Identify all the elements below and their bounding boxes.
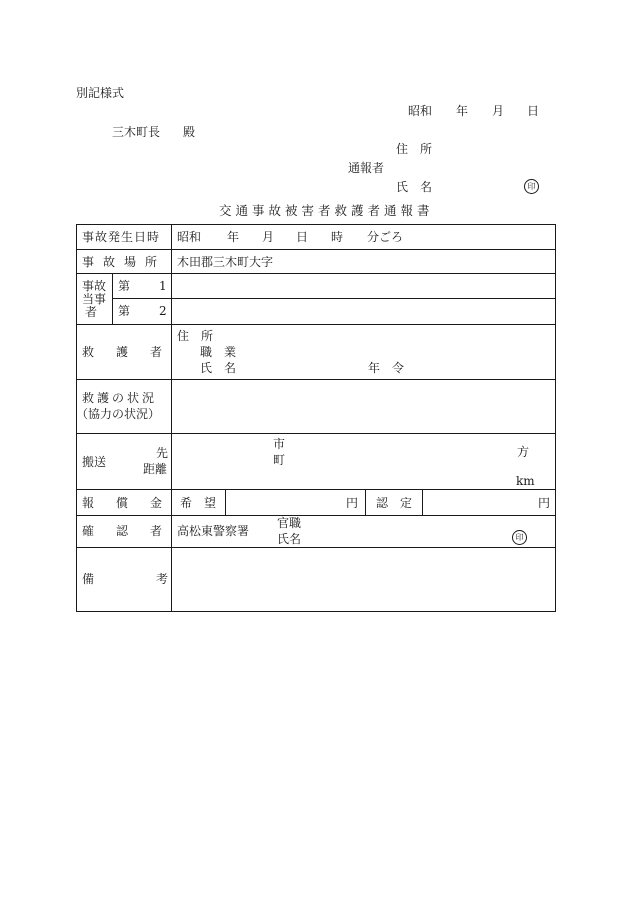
date-day: 日 <box>527 104 540 118</box>
rescuer-name: 氏 名 <box>200 361 237 375</box>
rule-row2 <box>76 273 556 274</box>
datetime-year: 年 <box>227 230 240 244</box>
rule-row1 <box>76 249 556 250</box>
rescuer-label: 救護者 <box>82 345 185 359</box>
reporter-address-label: 住 所 <box>396 142 433 156</box>
transport-label: 搬送 <box>82 455 107 469</box>
datetime-minute: 分ごろ <box>367 230 404 244</box>
party-second-label: 第 <box>118 304 131 318</box>
rule-row5 <box>76 379 556 380</box>
transport-town: 町 <box>273 453 286 467</box>
parties-label-line1: 事故 <box>82 279 107 293</box>
place-value: 木田郡三木町大字 <box>177 255 274 269</box>
datetime-hour: 時 <box>331 230 344 244</box>
rescuer-age: 年 令 <box>368 361 405 375</box>
reporter-name-label: 氏 名 <box>396 180 433 194</box>
reward-approval: 認 定 <box>376 496 413 510</box>
reporter-role: 通報者 <box>348 161 385 175</box>
reward-label: 報償金 <box>82 496 185 510</box>
datetime-month: 月 <box>262 230 275 244</box>
date-month: 月 <box>492 104 505 118</box>
situation-label-line1: 救護の状況 <box>82 391 158 405</box>
reward-request: 希 望 <box>180 496 217 510</box>
rule-reward-c <box>422 489 423 515</box>
confirmer-station: 高松東警察署 <box>177 524 250 538</box>
confirmer-seal-icon: 印 <box>512 530 527 545</box>
rule-row6 <box>76 433 556 434</box>
remarks-label: 備考 <box>82 572 231 586</box>
date-year: 年 <box>456 104 469 118</box>
transport-city: 市 <box>273 437 286 451</box>
rule-reward-b <box>365 489 366 515</box>
rescuer-occupation: 職 業 <box>200 345 237 359</box>
confirmer-label: 確認者 <box>82 524 185 538</box>
rule-row4 <box>76 324 556 325</box>
party-first-num: 1 <box>159 279 167 293</box>
parties-label-line3: 者 <box>85 305 98 319</box>
addressee-honorific: 殿 <box>183 125 196 139</box>
datetime-era: 昭和 <box>177 230 202 244</box>
addressee-name: 三木町長 <box>112 125 161 139</box>
form-label: 別記様式 <box>76 86 125 100</box>
parties-label-line2: 当事 <box>82 292 107 306</box>
confirmer-post: 官職 <box>277 516 302 530</box>
party-second-num: 2 <box>159 304 167 318</box>
datetime-day: 日 <box>296 230 309 244</box>
rule-label-column <box>171 224 172 612</box>
situation-label-line2: （協力の状況） <box>76 407 161 421</box>
datetime-label: 事故発生日時 <box>82 230 161 244</box>
confirmer-name: 氏名 <box>277 532 302 546</box>
rule-row3 <box>112 298 556 299</box>
reward-yen-2: 円 <box>538 496 551 510</box>
rule-row7 <box>76 489 556 490</box>
transport-distance: 距離 <box>143 462 168 476</box>
rule-row8 <box>76 515 556 516</box>
transport-unit: km <box>516 474 535 488</box>
rule-row9 <box>76 547 556 548</box>
date-era: 昭和 <box>408 104 433 118</box>
party-first-label: 第 <box>118 279 131 293</box>
place-label: 事故場所 <box>82 255 167 269</box>
document-title: 交通事故被害者救護者通報書 <box>219 203 434 218</box>
reward-yen-1: 円 <box>346 496 359 510</box>
rescuer-address: 住 所 <box>177 329 214 343</box>
rule-party-divider <box>112 273 113 324</box>
transport-direction: 方 <box>517 445 530 459</box>
transport-dest: 先 <box>156 446 169 460</box>
reporter-seal-icon: 印 <box>524 179 539 194</box>
rule-reward-a <box>225 489 226 515</box>
